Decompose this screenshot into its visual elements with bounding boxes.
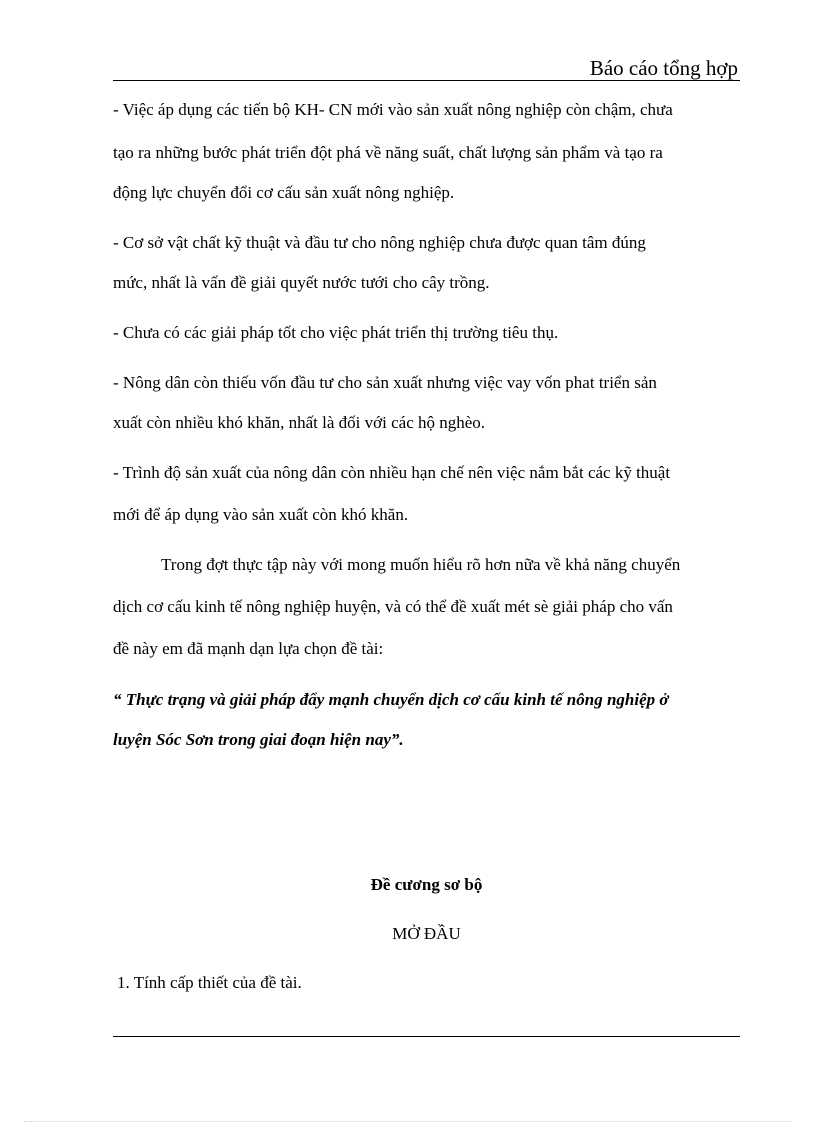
body-line: - Chưa có các giải pháp tốt cho việc phát triển thị trường tiêu thụ. xyxy=(113,323,559,342)
outline-heading: Đề cương sơ bộ xyxy=(370,875,483,894)
body-line: dịch cơ cấu kinh tế nông nghiệp huyện, và có thể đề xuất mét sè giải pháp cho vấn xyxy=(113,597,673,616)
body-line: động lực chuyển đổi cơ cấu sản xuất nông nghiệp. xyxy=(113,183,455,202)
body-line: - Việc áp dụng các tiến bộ KH- CN mới vào sản xuất nông nghiệp còn chậm, chưa xyxy=(113,100,673,119)
body-line: - Nông dân còn thiếu vốn đầu tư cho sản xuất nhưng việc vay vốn phat triển sản xyxy=(113,373,657,392)
page-header-title: Báo cáo tổng hợp xyxy=(589,56,738,80)
thesis-topic-line: “ Thực trạng và giải pháp đẩy mạnh chuyển dịch cơ cấu kinh tế nông nghiệp ở xyxy=(113,690,669,709)
body-line: - Cơ sở vật chất kỹ thuật và đầu tư cho nông nghiệp chưa được quan tâm đúng xyxy=(113,233,646,252)
body-line: đề này em đã mạnh dạn lựa chọn đề tài: xyxy=(113,639,384,658)
thesis-topic-line: luyện Sóc Sơn trong giai đoạn hiện nay”. xyxy=(113,730,404,749)
footer-rule xyxy=(113,1036,740,1037)
outline-item: 1. Tính cấp thiết của đề tài. xyxy=(117,973,302,992)
page-edge-dots xyxy=(24,1121,792,1122)
header-rule xyxy=(113,80,740,81)
body-line: Trong đợt thực tập này với mong muốn hiểu rõ hơn nữa về khả năng chuyển xyxy=(161,555,681,574)
outline-subheading: MỞ ĐẦU xyxy=(392,924,461,943)
body-line: tạo ra những bước phát triển đột phá về năng suất, chất lượng sản phẩm và tạo ra xyxy=(113,143,663,162)
body-line: mới để áp dụng vào sản xuất còn khó khăn. xyxy=(113,505,409,524)
body-line: - Trình độ sản xuất của nông dân còn nhiều hạn chế nên việc nắm bắt các kỹ thuật xyxy=(113,463,671,482)
body-line: xuất còn nhiều khó khăn, nhất là đối với các hộ nghèo. xyxy=(113,413,486,432)
body-line: mức, nhất là vấn đề giải quyết nước tưới cho cây trồng. xyxy=(113,273,490,292)
